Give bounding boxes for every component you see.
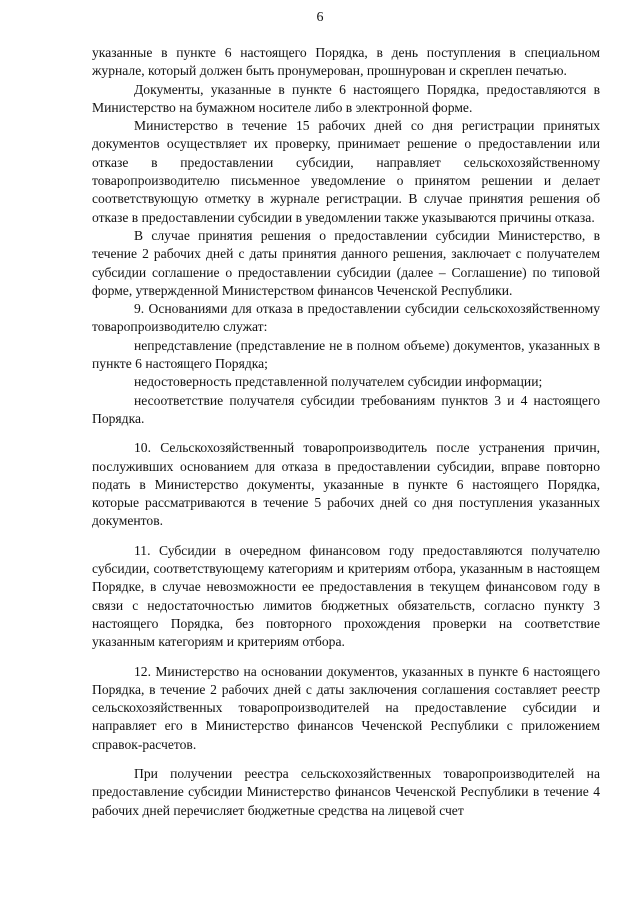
paragraph-review-period: Министерство в течение 15 рабочих дней со дня регистрации принятых документов осуществляет их проверку, принимает решение о предоставлении или отказе в предоставлении субсидии, направляет сельскохозяйственному товаропроизводителю письменное уведомление о принятом решении и делает соответствующую отметку в журнале регистрации. В случае принятия решения об отказе в предоставлении субсидии в уведомлении также указываются причины отказа.: [92, 118, 600, 225]
paragraph-agreement: В случае принятия решения о предоставлении субсидии Министерство, в течение 2 рабочих дней с даты принятия данного решения, заключает с получателем субсидии соглашение о предоставлении субсидии (далее – Соглашение) по типовой форме, утвержденной Министерством финансов Чеченской Республики.: [92, 227, 600, 298]
paragraph-refusal-item-3: несоответствие получателя субсидии требованиям пунктов 3 и 4 настоящего Порядка.: [92, 392, 600, 426]
page-number: 6: [316, 10, 324, 25]
paragraph-submission-form: Документы, указанные в пункте 6 настоящего Порядка, предоставляются в Министерство на бумажном носителе либо в электронной форме.: [92, 81, 600, 115]
paragraph-10-resubmission: 10. Сельскохозяйственный товаропроизводитель после устранения причин, послуживших основанием для отказа в предоставлении субсидии, вправе повторно подать в Министерство документы, указанные в пункте 6 настоящего Порядка, которые рассматриваются в течение 5 рабочих дней со дня поступления указанных документов.: [92, 440, 600, 529]
paragraph-9-refusal-grounds: 9. Основаниями для отказа в предоставлении субсидии сельскохозяйственному товаропроизводителю служат:: [92, 301, 600, 335]
paragraph-refusal-item-2: недостоверность представленной получателем субсидии информации;: [134, 374, 543, 390]
document-body: [92, 44, 600, 820]
paragraph-11-next-year: 11. Субсидии в очередном финансовом году предоставляются получателю субсидии, соответствующему категориям и критериям отбора, указанным в настоящем Порядке, в случае невозможности ее предоставления в текущем финансовом году в связи с недостаточностью лимитов бюджетных обязательств, согласно пункту 3 настоящего Порядка, без повторного прохождения проверки на соответствие указанным категориям и критериям отбора.: [92, 542, 600, 650]
paragraph-12-registry: 12. Министерство на основании документов, указанных в пункте 6 настоящего Порядка, в течение 2 рабочих дней с даты заключения соглашения составляет реестр сельскохозяйственных товаропроизводителей на предоставление субсидии и направляет его в Министерство финансов Чеченской Республики с приложением справок-расчетов.: [92, 663, 600, 752]
paragraph-transfer-funds: При получении реестра сельскохозяйственных товаропроизводителей на предоставление субсидии Министерство финансов Чеченской Республики в течение 4 рабочих дней перечисляет бюджетные средства на лицевой счет: [92, 765, 600, 818]
paragraph-refusal-item-1: непредставление (представление не в полном объеме) документов, указанных в пункте 6 настоящего Порядка;: [92, 337, 600, 372]
paragraph-continuation: указанные в пункте 6 настоящего Порядка, в день поступления в специальном журнале, который должен быть пронумерован, прошнурован и скреплен печатью.: [92, 45, 600, 79]
